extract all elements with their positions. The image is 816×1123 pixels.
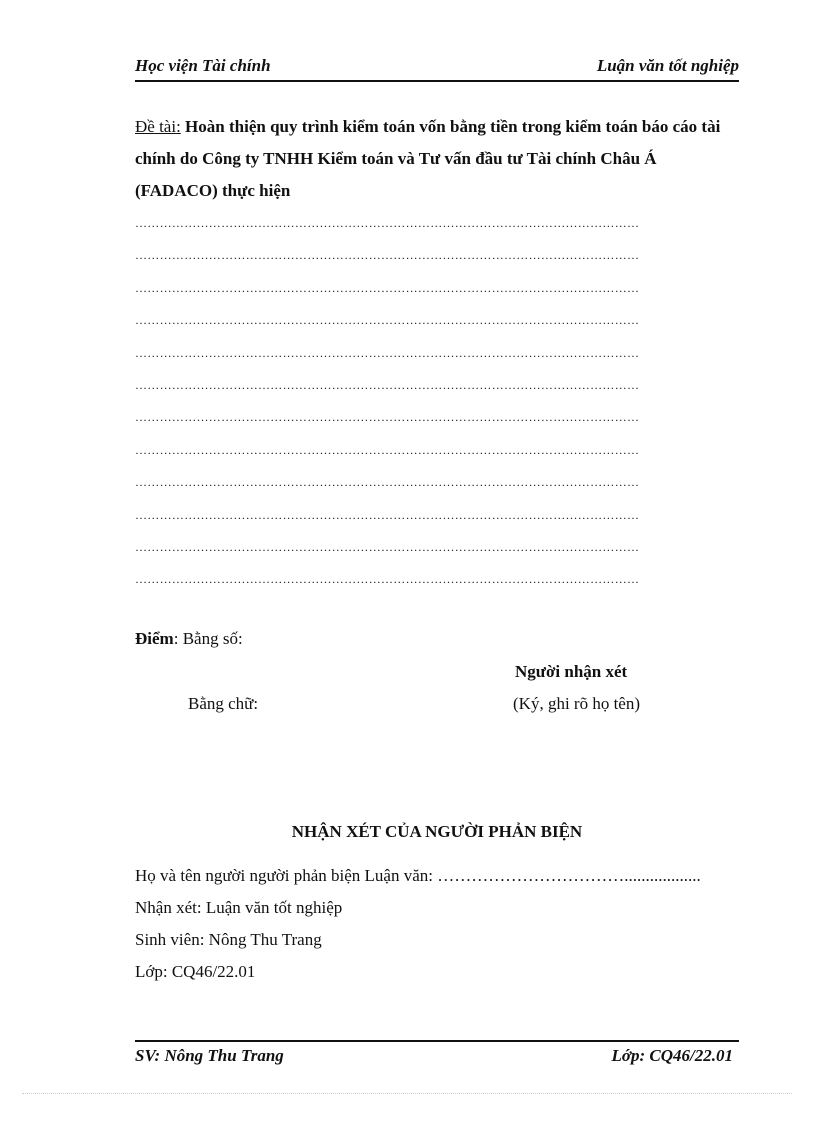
comment-lines — [135, 210, 739, 599]
comment-line: …………………………………………………………………………………………………………… — [135, 572, 640, 587]
critic-comment: Nhận xét: Luận văn tốt nghiệp — [135, 898, 343, 917]
footer-class: Lớp: CQ46/22.01 — [611, 1046, 733, 1065]
score-by-words: Bằng chữ: — [188, 694, 259, 713]
score-number-label: : Bằng số: — [173, 629, 243, 648]
topic-label: Đề tài: — [135, 117, 181, 136]
comment-line: …………………………………………………………………………………………………………… — [135, 475, 640, 490]
topic-block — [135, 111, 739, 207]
page-footer — [135, 1040, 739, 1068]
score-by-number — [135, 629, 243, 649]
reviewer-sign-hint: (Ký, ghi rõ họ tên) — [513, 694, 641, 713]
page-header — [135, 56, 739, 82]
comment-line: …………………………………………………………………………………………………………… — [135, 313, 640, 328]
page-bottom-divider — [22, 1093, 792, 1094]
critic-student: Sinh viên: Nông Thu Trang — [135, 930, 322, 949]
header-doc-type: Luận văn tốt nghiệp — [596, 56, 739, 75]
comment-line: …………………………………………………………………………………………………………… — [135, 377, 640, 392]
score-label: Điểm — [135, 629, 174, 648]
header-institution: Học viện Tài chính — [135, 56, 271, 75]
footer-student: SV: Nông Thu Trang — [135, 1046, 284, 1065]
comment-line: …………………………………………………………………………………………………………… — [135, 410, 640, 425]
comment-line: …………………………………………………………………………………………………………… — [135, 507, 640, 522]
comment-line: …………………………………………………………………………………………………………… — [135, 280, 640, 295]
critic-class: Lớp: CQ46/22.01 — [135, 962, 256, 981]
comment-line: …………………………………………………………………………………………………………… — [135, 539, 640, 554]
comment-line: …………………………………………………………………………………………………………… — [135, 216, 640, 230]
comment-line: …………………………………………………………………………………………………………… — [135, 442, 640, 457]
comment-line: …………………………………………………………………………………………………………… — [135, 248, 640, 263]
topic-title: Hoàn thiện quy trình kiểm toán vốn bằng tiền trong kiểm toán báo cáo tài chính do Công ty TNHH Kiểm toán và Tư vấn đầu tư Tài chính Châu Á (FADACO) thực hiện — [135, 117, 721, 200]
reviewer-title: Người nhận xét — [515, 662, 628, 681]
critic-section-title: NHẬN XÉT CỦA NGƯỜI PHẢN BIỆN — [291, 822, 583, 841]
comment-line: …………………………………………………………………………………………………………… — [135, 345, 640, 360]
critic-name-line: Họ và tên người người phản biện Luận văn: …………………………….................. — [135, 866, 701, 885]
